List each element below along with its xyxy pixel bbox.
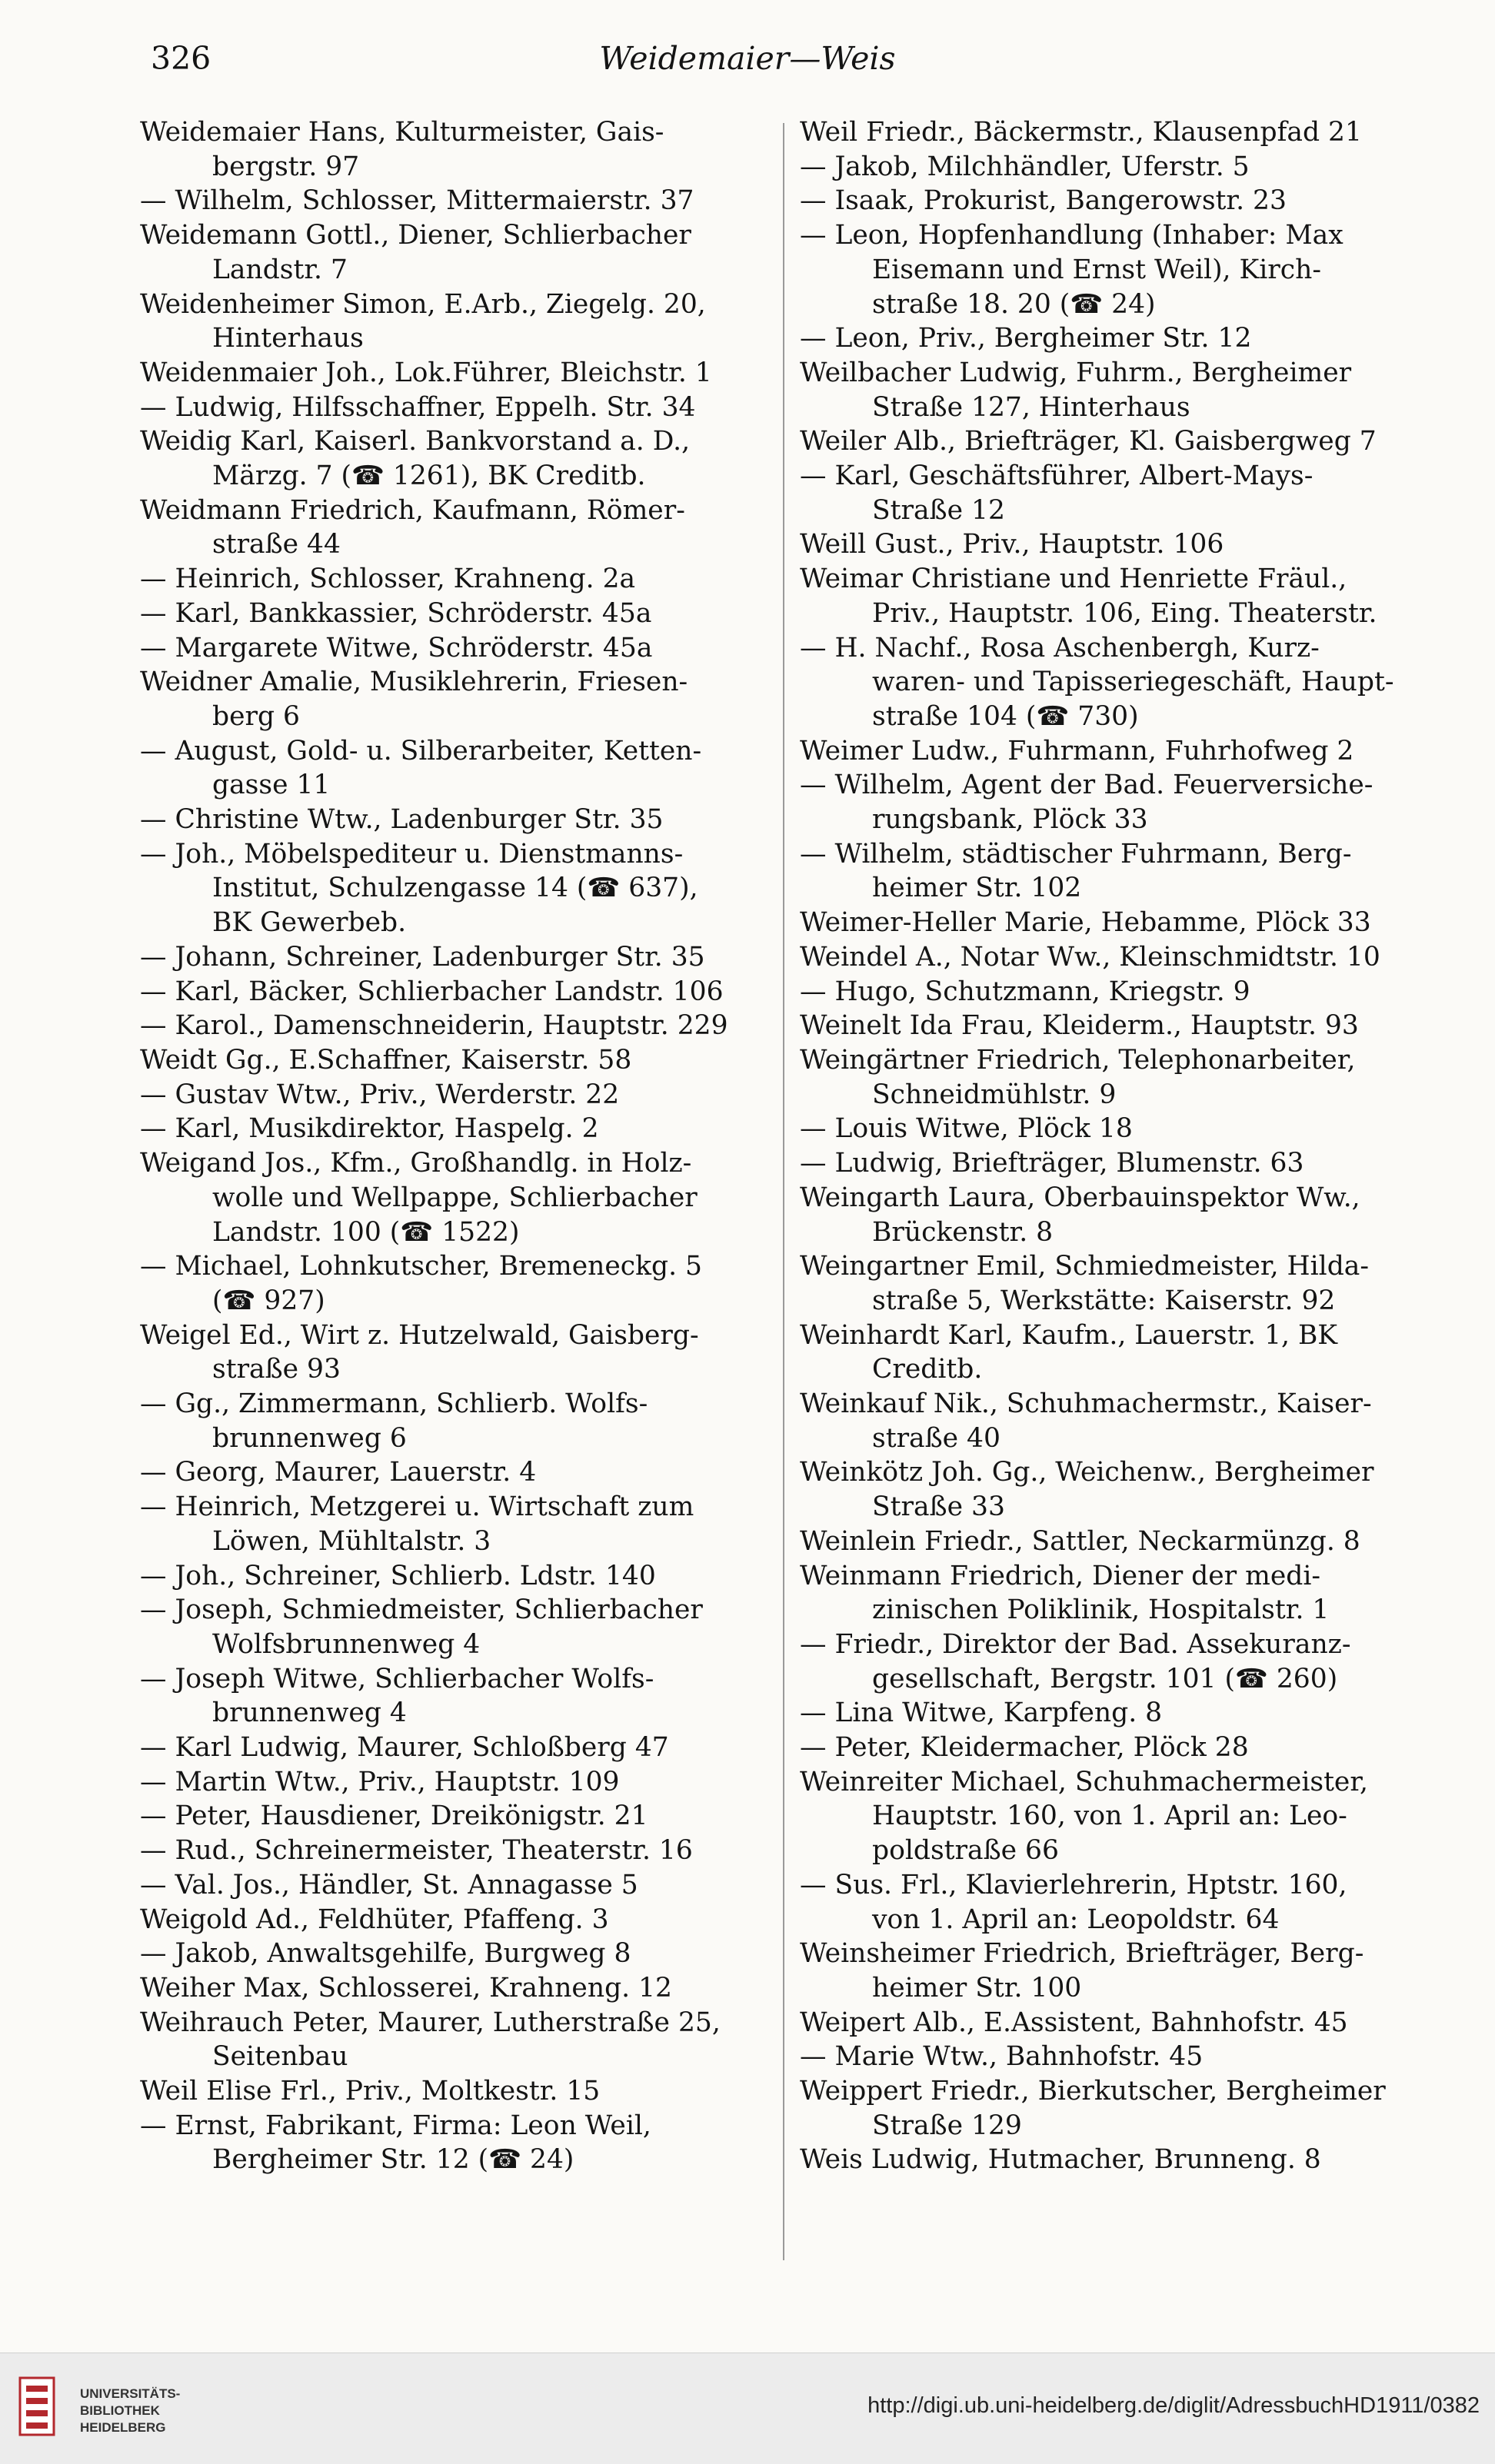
directory-entry: — Jakob, Milchhändler, Uferstr. 5 (800, 151, 1250, 182)
directory-entry: — Hugo, Schutzmann, Kriegstr. 9 (800, 976, 1250, 1007)
directory-entry: — Peter, Hausdiener, Dreikönigstr. 21 (140, 1801, 648, 1832)
directory-entry: Weinelt Ida Frau, Kleiderm., Hauptstr. 93 (800, 1010, 1359, 1042)
directory-entry: Weill Gust., Priv., Hauptstr. 106 (800, 529, 1224, 560)
directory-entry: — Karl, Bankkassier, Schröderstr. 45a (140, 597, 652, 629)
directory-entry: — Wilhelm, Agent der Bad. Feuerversiche- rungsbank, Plöck 33 (800, 770, 1373, 836)
directory-entry: Weingartner Emil, Schmiedmeister, Hilda- straße 5, Werkstätte: Kaiserstr. 92 (800, 1251, 1369, 1316)
directory-entry: Weippert Friedr., Bierkutscher, Bergheimer Straße 129 (800, 2076, 1386, 2141)
directory-entry: — Wilhelm, städtischer Fuhrmann, Berg- heimer Str. 102 (800, 838, 1352, 904)
directory-entry: Weinreiter Michael, Schuhmachermeister, Hauptstr. 160, von 1. April an: Leo- poldstraße 66 (800, 1766, 1369, 1867)
page-header (0, 37, 1495, 83)
library-name (80, 2386, 180, 2436)
directory-entry: Weis Ludwig, Hutmacher, Brunneng. 8 (800, 2144, 1321, 2176)
directory-entry: Weinlein Friedr., Sattler, Neckarmünzg. 8 (800, 1525, 1360, 1557)
directory-entry: Weingarth Laura, Oberbauinspektor Ww., Brückenstr. 8 (800, 1182, 1360, 1248)
directory-entry: Weihrauch Peter, Maurer, Lutherstraße 25, Seitenbau (140, 2007, 721, 2073)
directory-entry: — Ernst, Fabrikant, Firma: Leon Weil, Bergheimer Str. 12 (☎ 24) (140, 2110, 651, 2176)
library-name-line: UNIVERSITÄTS- (80, 2386, 181, 2401)
directory-entry: Weinmann Friedrich, Diener der medi- zinischen Poliklinik, Hospitalstr. 1 (800, 1560, 1330, 1626)
directory-entry: — Johann, Schreiner, Ladenburger Str. 35 (140, 941, 705, 973)
directory-entry: Weiler Alb., Briefträger, Kl. Gaisbergweg 7 (800, 426, 1377, 457)
directory-entry: — Friedr., Direktor der Bad. Assekuranz- gesellschaft, Bergstr. 101 (☎ 260) (800, 1628, 1351, 1694)
directory-entry: — Peter, Kleidermacher, Plöck 28 (800, 1732, 1249, 1764)
directory-entry: Weidner Amalie, Musiklehrerin, Friesen- berg 6 (140, 667, 688, 732)
directory-entry: — Jakob, Anwaltsgehilfe, Burgweg 8 (140, 1938, 631, 1970)
directory-entry: Weidenmaier Joh., Lok.Führer, Bleichstr. 1 (140, 357, 712, 388)
directory-entry: Weigel Ed., Wirt z. Hutzelwald, Gaisberg- straße 93 (140, 1319, 699, 1385)
directory-entry: Weinkauf Nik., Schuhmachermstr., Kaiser- straße 40 (800, 1388, 1372, 1454)
directory-entry: Weidt Gg., E.Schaffner, Kaiserstr. 58 (140, 1044, 632, 1076)
directory-entry: Weinsheimer Friedrich, Briefträger, Berg- heimer Str. 100 (800, 1938, 1364, 2003)
directory-entry: — Ludwig, Hilfsschaffner, Eppelh. Str. 34 (140, 391, 696, 423)
directory-entry: — Heinrich, Metzgerei u. Wirtschaft zum Löwen, Mühltalstr. 3 (140, 1491, 694, 1557)
directory-entry: Weinhardt Karl, Kaufm., Lauerstr. 1, BK Creditb. (800, 1319, 1338, 1385)
directory-entry: Weil Friedr., Bäckermstr., Klausenpfad 21 (800, 117, 1362, 148)
directory-entry: — Karol., Damenschneiderin, Hauptstr. 229 (140, 1010, 728, 1042)
directory-entry: — Karl, Musikdirektor, Haspelg. 2 (140, 1113, 599, 1145)
directory-entry: — Val. Jos., Händler, St. Annagasse 5 (140, 1869, 638, 1900)
left-column (140, 115, 775, 2177)
directory-entry: Weilbacher Ludwig, Fuhrm., Bergheimer Straße 127, Hinterhaus (800, 357, 1352, 423)
directory-entry: — Joh., Schreiner, Schlierb. Ldstr. 140 (140, 1560, 656, 1591)
right-column (800, 115, 1427, 2177)
directory-entry: Weiher Max, Schlosserei, Krahneng. 12 (140, 1972, 672, 2003)
library-name-line: BIBLIOTHEK (80, 2403, 160, 2418)
directory-entry: Weimar Christiane und Henriette Fräul., Priv., Hauptstr. 106, Eing. Theaterstr. (800, 564, 1377, 629)
directory-entry: — Martin Wtw., Priv., Hauptstr. 109 (140, 1766, 620, 1797)
directory-entry: Weidig Karl, Kaiserl. Bankvorstand a. D., Märzg. 7 (☎ 1261), BK Creditb. (140, 426, 691, 492)
directory-entry: — Lina Witwe, Karpfeng. 8 (800, 1698, 1163, 1729)
directory-entry: — Sus. Frl., Klavierlehrerin, Hptstr. 160, von 1. April an: Leopoldstr. 64 (800, 1869, 1347, 1935)
directory-entry: — Wilhelm, Schlosser, Mittermaierstr. 37 (140, 185, 694, 217)
directory-entry: — Leon, Priv., Bergheimer Str. 12 (800, 323, 1252, 354)
column-divider (783, 123, 784, 2260)
directory-entry: — Karl, Geschäftsführer, Albert-Mays- Straße 12 (800, 461, 1314, 526)
directory-entry: — Joh., Möbelspediteur u. Dienstmanns- Institut, Schulzengasse 14 (☎ 637), BK Gewerbeb. (140, 838, 698, 939)
directory-entry: — August, Gold- u. Silberarbeiter, Ketten- gasse 11 (140, 735, 702, 801)
directory-entry: Weidenheimer Simon, E.Arb., Ziegelg. 20, Hinterhaus (140, 288, 706, 354)
directory-entry: — H. Nachf., Rosa Aschenbergh, Kurz- waren- und Tapisseriegeschäft, Haupt- straße 104 (☎ 730) (800, 632, 1394, 732)
directory-entry: Weil Elise Frl., Priv., Moltkestr. 15 (140, 2076, 601, 2107)
directory-entry: — Georg, Maurer, Lauerstr. 4 (140, 1457, 537, 1488)
directory-entry: — Karl, Bäcker, Schlierbacher Landstr. 106 (140, 976, 724, 1007)
directory-entry: — Isaak, Prokurist, Bangerowstr. 23 (800, 185, 1287, 217)
running-title: Weidemaier—Weis (599, 40, 896, 77)
directory-entry: Weipert Alb., E.Assistent, Bahnhofstr. 45 (800, 2007, 1348, 2038)
directory-entry: — Joseph, Schmiedmeister, Schlierbacher Wolfsbrunnenweg 4 (140, 1594, 703, 1660)
directory-entry: — Gg., Zimmermann, Schlierb. Wolfs- brunnenweg 6 (140, 1388, 648, 1454)
directory-entry: — Marie Wtw., Bahnhofstr. 45 (800, 2041, 1204, 2073)
directory-entry: — Leon, Hopfenhandlung (Inhaber: Max Eisemann und Ernst Weil), Kirch- straße 18. 20 (☎ 24) (800, 220, 1344, 320)
page-number: 326 (151, 40, 211, 77)
directory-entry: Weinkötz Joh. Gg., Weichenw., Bergheimer Straße 33 (800, 1457, 1374, 1523)
directory-entry: — Rud., Schreinermeister, Theaterstr. 16 (140, 1835, 693, 1867)
directory-entry: Weimer-Heller Marie, Hebamme, Plöck 33 (800, 907, 1371, 939)
directory-entry: Weindel A., Notar Ww., Kleinschmidtstr. 10 (800, 941, 1380, 973)
directory-entry: — Karl Ludwig, Maurer, Schloßberg 47 (140, 1732, 669, 1764)
directory-entry: — Margarete Witwe, Schröderstr. 45a (140, 632, 653, 663)
directory-entry: — Louis Witwe, Plöck 18 (800, 1113, 1133, 1145)
directory-entry: Weidmann Friedrich, Kaufmann, Römer- straße 44 (140, 494, 685, 560)
directory-entry: — Ludwig, Briefträger, Blumenstr. 63 (800, 1148, 1304, 1179)
directory-entry: Weigold Ad., Feldhüter, Pfaffeng. 3 (140, 1904, 609, 1935)
directory-entry: Weingärtner Friedrich, Telephonarbeiter, Schneidmühlstr. 9 (800, 1044, 1356, 1110)
viewer-footer (0, 2353, 1495, 2464)
directory-entry: — Michael, Lohnkutscher, Bremeneckg. 5 (☎ 927) (140, 1251, 702, 1316)
directory-entry: — Gustav Wtw., Priv., Werderstr. 22 (140, 1079, 620, 1110)
directory-entry: Weidemaier Hans, Kulturmeister, Gais- bergstr. 97 (140, 117, 664, 182)
directory-entry: Weigand Jos., Kfm., Großhandlg. in Holz- wolle und Wellpappe, Schlierbacher Landstr. 100 (☎ 1522) (140, 1148, 698, 1248)
permalink-url[interactable]: http://digi.ub.uni-heidelberg.de/diglit/AdressbuchHD1911/0382 (867, 2393, 1480, 2418)
directory-entry: — Joseph Witwe, Schlierbacher Wolfs- brunnenweg 4 (140, 1663, 654, 1729)
directory-entry: — Christine Wtw., Ladenburger Str. 35 (140, 804, 664, 836)
directory-entry: — Heinrich, Schlosser, Krahneng. 2a (140, 564, 636, 595)
directory-entry: Weimer Ludw., Fuhrmann, Fuhrhofweg 2 (800, 735, 1354, 766)
directory-entry: Weidemann Gottl., Diener, Schlierbacher Landstr. 7 (140, 220, 691, 285)
library-name-line: HEIDELBERG (80, 2420, 166, 2435)
university-library-logo-icon (15, 2375, 58, 2438)
